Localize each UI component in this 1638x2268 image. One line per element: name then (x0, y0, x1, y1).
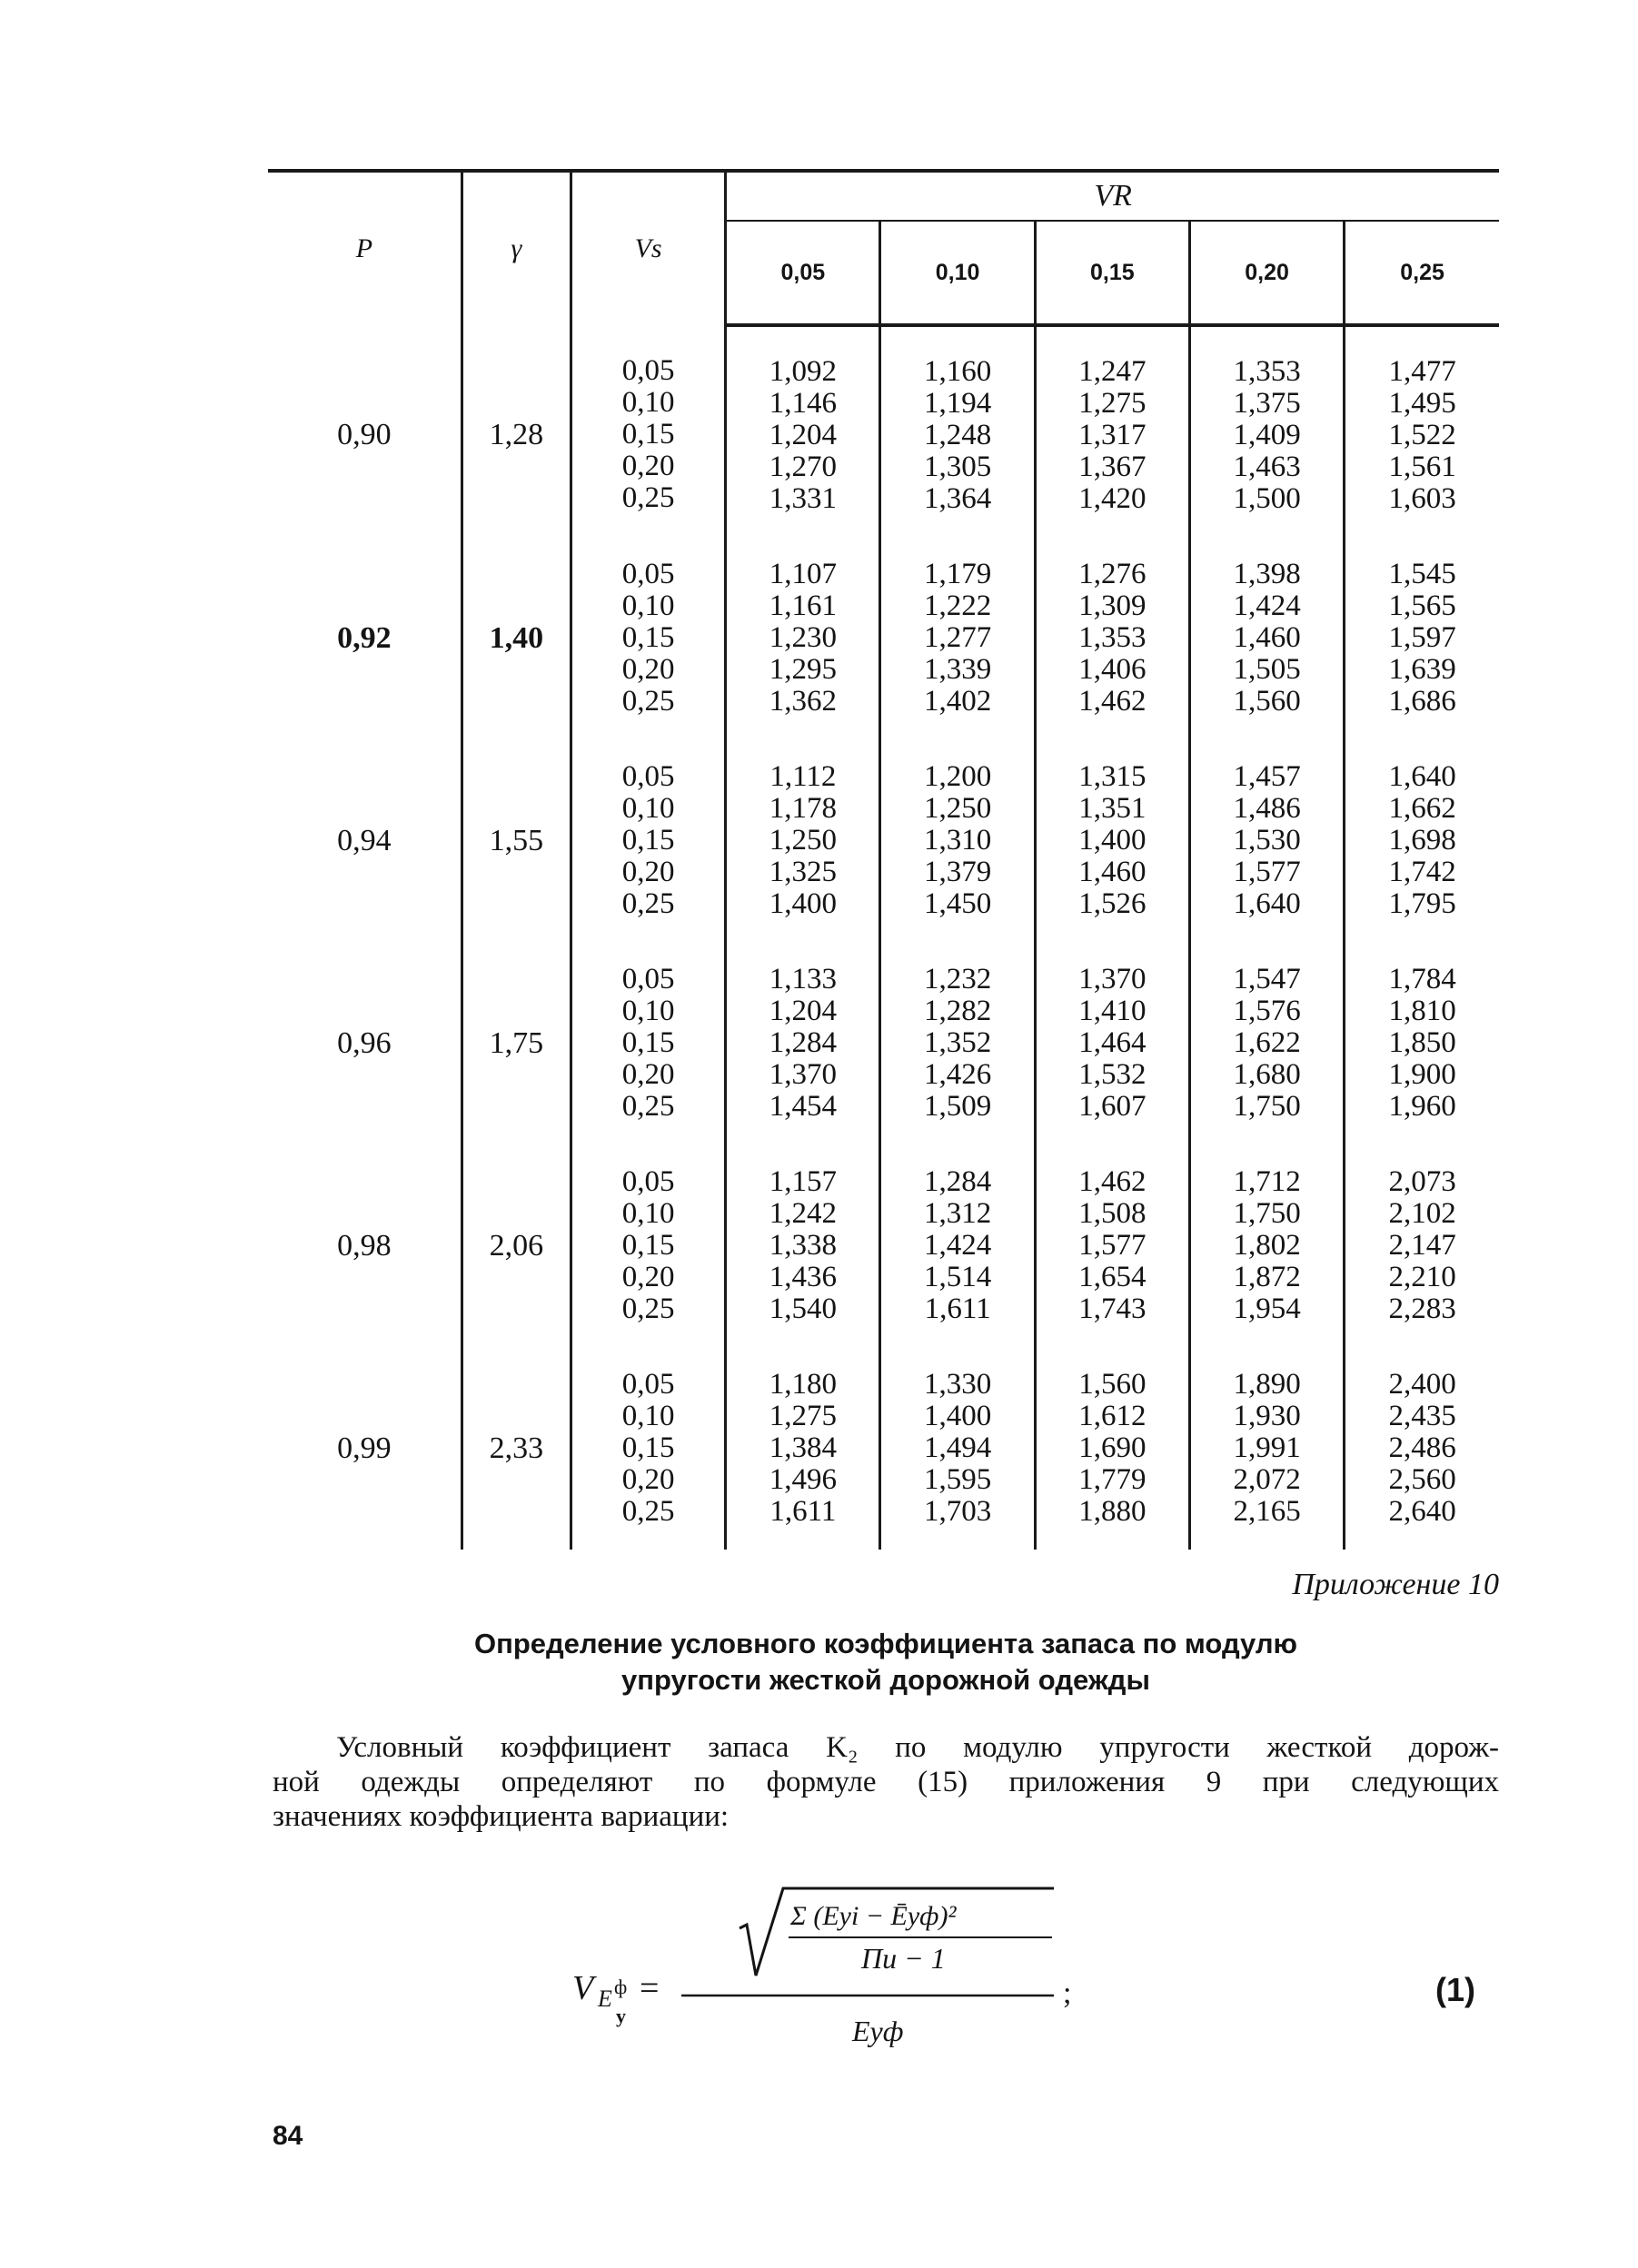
coefficient-value: 1,662 (1388, 792, 1456, 825)
coefficient-value: 1,639 (1388, 653, 1456, 686)
coefficient-value: 1,654 (1078, 1261, 1147, 1293)
coefficient-value: 1,795 (1388, 887, 1456, 920)
paragraph-line-1: Условный коэффициент запаса K₂ по модулю упругости жесткой дорож- (336, 1731, 1499, 1764)
gamma-cell: 2,33 (462, 1347, 571, 1550)
paragraph-line-3: значениях коэффициента вариации: (273, 1800, 730, 1833)
coefficient-value: 1,157 (769, 1165, 837, 1198)
coefficient-value: 1,409 (1233, 419, 1301, 451)
coefficient-value: 1,305 (923, 451, 992, 483)
coefficient-cell (1035, 1144, 1189, 1347)
formula-denominator: Eуф (852, 2015, 904, 2047)
coefficient-cell (880, 942, 1035, 1144)
coefficient-value: 2,073 (1388, 1165, 1456, 1198)
coefficient-value: 1,640 (1388, 760, 1456, 793)
coefficient-value: 1,496 (769, 1463, 837, 1496)
vs-value: 0,20 (621, 856, 675, 888)
coefficient-cell (1345, 325, 1499, 537)
vs-value: 0,25 (621, 1090, 675, 1123)
coefficient-value: 2,435 (1388, 1400, 1456, 1432)
coefficient-value: 1,450 (923, 887, 992, 920)
vs-value: 0,20 (621, 653, 675, 686)
vr-column-header: 0,15 (1035, 221, 1189, 325)
coefficient-value: 1,247 (1078, 355, 1147, 388)
coefficient-value: 1,890 (1233, 1368, 1301, 1401)
table-row-group (268, 325, 1499, 537)
coefficient-cell (1189, 739, 1344, 942)
coefficient-value: 2,102 (1388, 1197, 1456, 1230)
coefficient-value: 1,275 (1078, 387, 1147, 420)
vs-value: 0,10 (621, 1400, 675, 1432)
vs-value: 0,20 (621, 1463, 675, 1496)
header-vs: Vs (571, 171, 725, 325)
vs-value: 0,15 (621, 824, 675, 857)
vs-value: 0,10 (621, 1197, 675, 1230)
vs-value: 0,05 (621, 558, 675, 590)
vs-value: 0,15 (621, 1026, 675, 1059)
appendix-label: Приложение 10 (1292, 1568, 1499, 1601)
coefficient-value: 1,200 (923, 760, 992, 793)
table-row-group (268, 1144, 1499, 1347)
coefficient-value: 1,161 (769, 589, 837, 622)
coefficient-value: 1,500 (1233, 482, 1301, 515)
coefficient-value: 1,277 (923, 621, 992, 654)
table-row-group (268, 942, 1499, 1144)
coefficient-cell (1035, 739, 1189, 942)
equation-number: (1) (1435, 1971, 1475, 2008)
coefficient-value: 1,400 (769, 887, 837, 920)
coefficient-value: 1,351 (1078, 792, 1147, 825)
header-p: P (268, 171, 462, 325)
vs-value: 0,25 (621, 1495, 675, 1528)
formula-lhs-sub: E (598, 1986, 612, 2012)
coefficient-value: 1,370 (1078, 963, 1147, 995)
formula-lhs: V (572, 1969, 594, 2007)
coefficient-cell (1035, 325, 1189, 537)
coefficient-cell (1345, 1144, 1499, 1347)
coefficient-value: 1,400 (1078, 824, 1147, 857)
coefficient-value: 1,560 (1078, 1368, 1147, 1401)
coefficient-value: 1,597 (1388, 621, 1456, 654)
coefficient-value: 1,248 (923, 419, 992, 451)
coefficient-value: 1,317 (1078, 419, 1147, 451)
vs-cell (571, 1347, 725, 1550)
coefficient-value: 1,850 (1388, 1026, 1456, 1059)
paragraph-line-2: ной одежды определяют по формуле (15) приложения 9 при следующих (273, 1766, 1499, 1798)
coefficient-value: 1,222 (923, 589, 992, 622)
coefficient-value: 1,410 (1078, 995, 1147, 1027)
coefficient-value: 1,494 (923, 1431, 992, 1464)
coefficient-value: 1,325 (769, 856, 837, 888)
coefficient-value: 1,370 (769, 1058, 837, 1091)
vs-value: 0,20 (621, 1058, 675, 1091)
coefficient-value: 1,426 (923, 1058, 992, 1091)
coefficient-value: 1,250 (769, 824, 837, 857)
gamma-cell: 1,40 (462, 537, 571, 739)
coefficient-value: 1,180 (769, 1368, 837, 1401)
coefficient-value: 1,991 (1233, 1431, 1301, 1464)
coefficient-value: 1,310 (923, 824, 992, 857)
body-paragraph (273, 1730, 1499, 1834)
coefficient-value: 1,872 (1233, 1261, 1301, 1293)
coefficient-value: 1,464 (1078, 1026, 1147, 1059)
vs-value: 0,20 (621, 1261, 675, 1293)
coefficient-cell (1189, 1144, 1344, 1347)
coefficient-value: 1,612 (1078, 1400, 1147, 1432)
vs-value: 0,05 (621, 1368, 675, 1401)
coefficient-value: 1,640 (1233, 887, 1301, 920)
coefficient-value: 1,457 (1233, 760, 1301, 793)
coefficient-value: 1,424 (1233, 589, 1301, 622)
coefficient-value: 1,540 (769, 1292, 837, 1325)
coefficient-value: 1,712 (1233, 1165, 1301, 1198)
coefficient-value: 1,454 (769, 1090, 837, 1123)
vs-value: 0,20 (621, 450, 675, 482)
section-title-line-2: упругости жесткой дорожной одежды (621, 1664, 1150, 1696)
coefficient-value: 1,270 (769, 451, 837, 483)
coefficient-value: 1,743 (1078, 1292, 1147, 1325)
coefficient-value: 1,107 (769, 558, 837, 590)
coefficient-table (268, 169, 1499, 1550)
coefficient-value: 1,930 (1233, 1400, 1301, 1432)
coefficient-cell (1035, 942, 1189, 1144)
probability-cell: 0,96 (337, 1026, 392, 1060)
section-title (273, 1626, 1499, 1699)
table-row-group (268, 739, 1499, 942)
section-title-line-1: Определение условного коэффициента запаса по модулю (473, 1628, 1298, 1659)
vs-value: 0,15 (621, 418, 675, 451)
coefficient-value: 1,092 (769, 355, 837, 388)
coefficient-value: 1,232 (923, 963, 992, 995)
coefficient-value: 2,400 (1388, 1368, 1456, 1401)
coefficient-value: 1,284 (923, 1165, 992, 1198)
vs-value: 0,25 (621, 887, 675, 920)
coefficient-cell (1189, 537, 1344, 739)
vs-cell (571, 1144, 725, 1347)
coefficient-value: 1,750 (1233, 1197, 1301, 1230)
coefficient-value: 1,463 (1233, 451, 1301, 483)
vs-cell (571, 942, 725, 1144)
coefficient-value: 1,295 (769, 653, 837, 686)
coefficient-value: 1,545 (1388, 558, 1456, 590)
coefficient-value: 1,577 (1078, 1229, 1147, 1262)
vs-value: 0,05 (621, 354, 675, 387)
coefficient-cell (880, 325, 1035, 537)
gamma-cell: 1,28 (462, 325, 571, 537)
coefficient-cell (726, 942, 880, 1144)
coefficient-value: 1,686 (1388, 685, 1456, 718)
coefficient-value: 1,462 (1078, 1165, 1147, 1198)
coefficient-value: 1,522 (1388, 419, 1456, 451)
coefficient-value: 1,179 (923, 558, 992, 590)
coefficient-value: 1,577 (1233, 856, 1301, 888)
coefficient-value: 1,398 (1233, 558, 1301, 590)
coefficient-value: 1,486 (1233, 792, 1301, 825)
vs-value: 0,05 (621, 1165, 675, 1198)
probability-cell: 0,99 (337, 1431, 392, 1465)
coefficient-value: 1,560 (1233, 685, 1301, 718)
vr-column-header: 0,05 (726, 221, 880, 325)
coefficient-value: 1,367 (1078, 451, 1147, 483)
coefficient-value: 1,532 (1078, 1058, 1147, 1091)
vs-value: 0,25 (621, 481, 675, 514)
coefficient-value: 1,364 (923, 482, 992, 515)
coefficient-value: 1,690 (1078, 1431, 1147, 1464)
coefficient-value: 1,960 (1388, 1090, 1456, 1123)
data-table (268, 169, 1499, 1550)
header-gamma: γ (462, 171, 571, 325)
coefficient-value: 1,595 (923, 1463, 992, 1496)
coefficient-value: 1,146 (769, 387, 837, 420)
coefficient-value: 1,309 (1078, 589, 1147, 622)
coefficient-value: 1,312 (923, 1197, 992, 1230)
coefficient-value: 1,703 (923, 1495, 992, 1528)
coefficient-cell (1345, 1347, 1499, 1550)
formula-semicolon: ; (1063, 1976, 1072, 2010)
coefficient-cell (880, 739, 1035, 942)
vs-value: 0,10 (621, 386, 675, 419)
probability-cell: 0,94 (337, 824, 392, 857)
probability-cell: 0,92 (337, 621, 392, 655)
page-number: 84 (273, 2121, 303, 2151)
coefficient-value: 1,509 (923, 1090, 992, 1123)
coefficient-value: 1,230 (769, 621, 837, 654)
coefficient-value: 1,330 (923, 1368, 992, 1401)
coefficient-value: 1,250 (923, 792, 992, 825)
probability-cell: 0,98 (337, 1229, 392, 1263)
coefficient-value: 1,547 (1233, 963, 1301, 995)
coefficient-value: 1,779 (1078, 1463, 1147, 1496)
coefficient-cell (1345, 739, 1499, 942)
coefficient-cell (880, 537, 1035, 739)
vs-value: 0,15 (621, 1431, 675, 1464)
coefficient-cell (726, 325, 880, 537)
coefficient-value: 2,640 (1388, 1495, 1456, 1528)
coefficient-value: 1,462 (1078, 685, 1147, 718)
vs-value: 0,25 (621, 685, 675, 718)
gamma-cell: 2,06 (462, 1144, 571, 1347)
coefficient-value: 1,282 (923, 995, 992, 1027)
coefficient-value: 1,477 (1388, 355, 1456, 388)
coefficient-cell (1189, 1347, 1344, 1550)
coefficient-value: 2,165 (1233, 1495, 1301, 1528)
gamma-cell: 1,75 (462, 942, 571, 1144)
coefficient-value: 2,486 (1388, 1431, 1456, 1464)
coefficient-value: 1,784 (1388, 963, 1456, 995)
coefficient-value: 1,420 (1078, 482, 1147, 515)
coefficient-cell (1189, 325, 1344, 537)
coefficient-value: 1,242 (769, 1197, 837, 1230)
coefficient-value: 1,284 (769, 1026, 837, 1059)
vs-value: 0,05 (621, 963, 675, 995)
coefficient-value: 1,400 (923, 1400, 992, 1432)
coefficient-value: 1,338 (769, 1229, 837, 1262)
vs-value: 0,10 (621, 792, 675, 825)
coefficient-value: 1,810 (1388, 995, 1456, 1027)
coefficient-value: 2,147 (1388, 1229, 1456, 1262)
coefficient-value: 1,331 (769, 482, 837, 515)
coefficient-value: 1,178 (769, 792, 837, 825)
coefficient-value: 1,353 (1233, 355, 1301, 388)
vs-value: 0,05 (621, 760, 675, 793)
coefficient-value: 1,133 (769, 963, 837, 995)
coefficient-value: 1,160 (923, 355, 992, 388)
coefficient-value: 1,526 (1078, 887, 1147, 920)
coefficient-value: 1,900 (1388, 1058, 1456, 1091)
coefficient-cell (1035, 537, 1189, 739)
vs-value: 0,15 (621, 621, 675, 654)
coefficient-value: 1,275 (769, 1400, 837, 1432)
vs-value: 0,10 (621, 589, 675, 622)
coefficient-value: 1,460 (1078, 856, 1147, 888)
coefficient-value: 1,742 (1388, 856, 1456, 888)
coefficient-value: 1,954 (1233, 1292, 1301, 1325)
coefficient-cell (726, 1347, 880, 1550)
coefficient-value: 1,339 (923, 653, 992, 686)
coefficient-value: 1,353 (1078, 621, 1147, 654)
coefficient-value: 2,560 (1388, 1463, 1456, 1496)
coefficient-value: 1,530 (1233, 824, 1301, 857)
coefficient-cell (880, 1144, 1035, 1347)
coefficient-value: 1,576 (1233, 995, 1301, 1027)
vr-column-header: 0,10 (880, 221, 1035, 325)
coefficient-cell (726, 739, 880, 942)
coefficient-value: 1,460 (1233, 621, 1301, 654)
coefficient-value: 1,607 (1078, 1090, 1147, 1123)
table-row-group (268, 1347, 1499, 1550)
coefficient-value: 1,315 (1078, 760, 1147, 793)
vs-cell (571, 325, 725, 537)
coefficient-value: 1,680 (1233, 1058, 1301, 1091)
coefficient-cell (1345, 537, 1499, 739)
vr-column-header: 0,20 (1189, 221, 1344, 325)
vs-cell (571, 537, 725, 739)
coefficient-value: 1,194 (923, 387, 992, 420)
coefficient-value: 1,384 (769, 1431, 837, 1464)
coefficient-value: 1,406 (1078, 653, 1147, 686)
coefficient-value: 1,379 (923, 856, 992, 888)
coefficient-value: 1,611 (924, 1292, 991, 1325)
vs-value: 0,10 (621, 995, 675, 1027)
coefficient-value: 1,436 (769, 1261, 837, 1293)
coefficient-value: 1,276 (1078, 558, 1147, 590)
coefficient-cell (726, 537, 880, 739)
coefficient-value: 1,362 (769, 685, 837, 718)
coefficient-value: 1,402 (923, 685, 992, 718)
coefficient-value: 1,495 (1388, 387, 1456, 420)
vs-cell (571, 739, 725, 942)
formula-inner-denominator: Пи − 1 (861, 1942, 946, 1975)
formula-lhs-sub-sup: ф (614, 1976, 628, 1998)
vs-value: 0,25 (621, 1292, 675, 1325)
probability-cell: 0,90 (337, 418, 392, 451)
coefficient-value: 2,072 (1233, 1463, 1301, 1496)
coefficient-cell (1189, 942, 1344, 1144)
coefficient-value: 1,611 (769, 1495, 837, 1528)
coefficient-value: 1,352 (923, 1026, 992, 1059)
coefficient-value: 1,750 (1233, 1090, 1301, 1123)
formula-numerator: Σ (Eуi − Ēуф)² (790, 1901, 957, 1931)
coefficient-value: 1,603 (1388, 482, 1456, 515)
coefficient-value: 1,505 (1233, 653, 1301, 686)
formula-lhs-sub-sub: у (616, 2005, 626, 2027)
coefficient-value: 1,561 (1388, 451, 1456, 483)
coefficient-value: 2,283 (1388, 1292, 1456, 1325)
coefficient-value: 1,565 (1388, 589, 1456, 622)
coefficient-value: 1,802 (1233, 1229, 1301, 1262)
gamma-cell: 1,55 (462, 739, 571, 942)
coefficient-value: 1,112 (769, 760, 837, 793)
coefficient-cell (726, 1144, 880, 1347)
formula-variation-coefficient (545, 1885, 1181, 2066)
coefficient-value: 1,204 (769, 419, 837, 451)
coefficient-cell (1345, 942, 1499, 1144)
coefficient-value: 1,508 (1078, 1197, 1147, 1230)
vs-value: 0,15 (621, 1229, 675, 1262)
coefficient-value: 1,204 (769, 995, 837, 1027)
formula-equals: = (640, 1969, 660, 2007)
coefficient-cell (880, 1347, 1035, 1550)
coefficient-value: 1,424 (923, 1229, 992, 1262)
coefficient-value: 1,698 (1388, 824, 1456, 857)
coefficient-value: 2,210 (1388, 1261, 1456, 1293)
vr-column-header: 0,25 (1345, 221, 1499, 325)
coefficient-cell (1035, 1347, 1189, 1550)
coefficient-value: 1,622 (1233, 1026, 1301, 1059)
coefficient-value: 1,375 (1233, 387, 1301, 420)
coefficient-value: 1,514 (923, 1261, 992, 1293)
table-row-group (268, 537, 1499, 739)
header-vr: VR (726, 171, 1499, 221)
coefficient-value: 1,880 (1078, 1495, 1147, 1528)
